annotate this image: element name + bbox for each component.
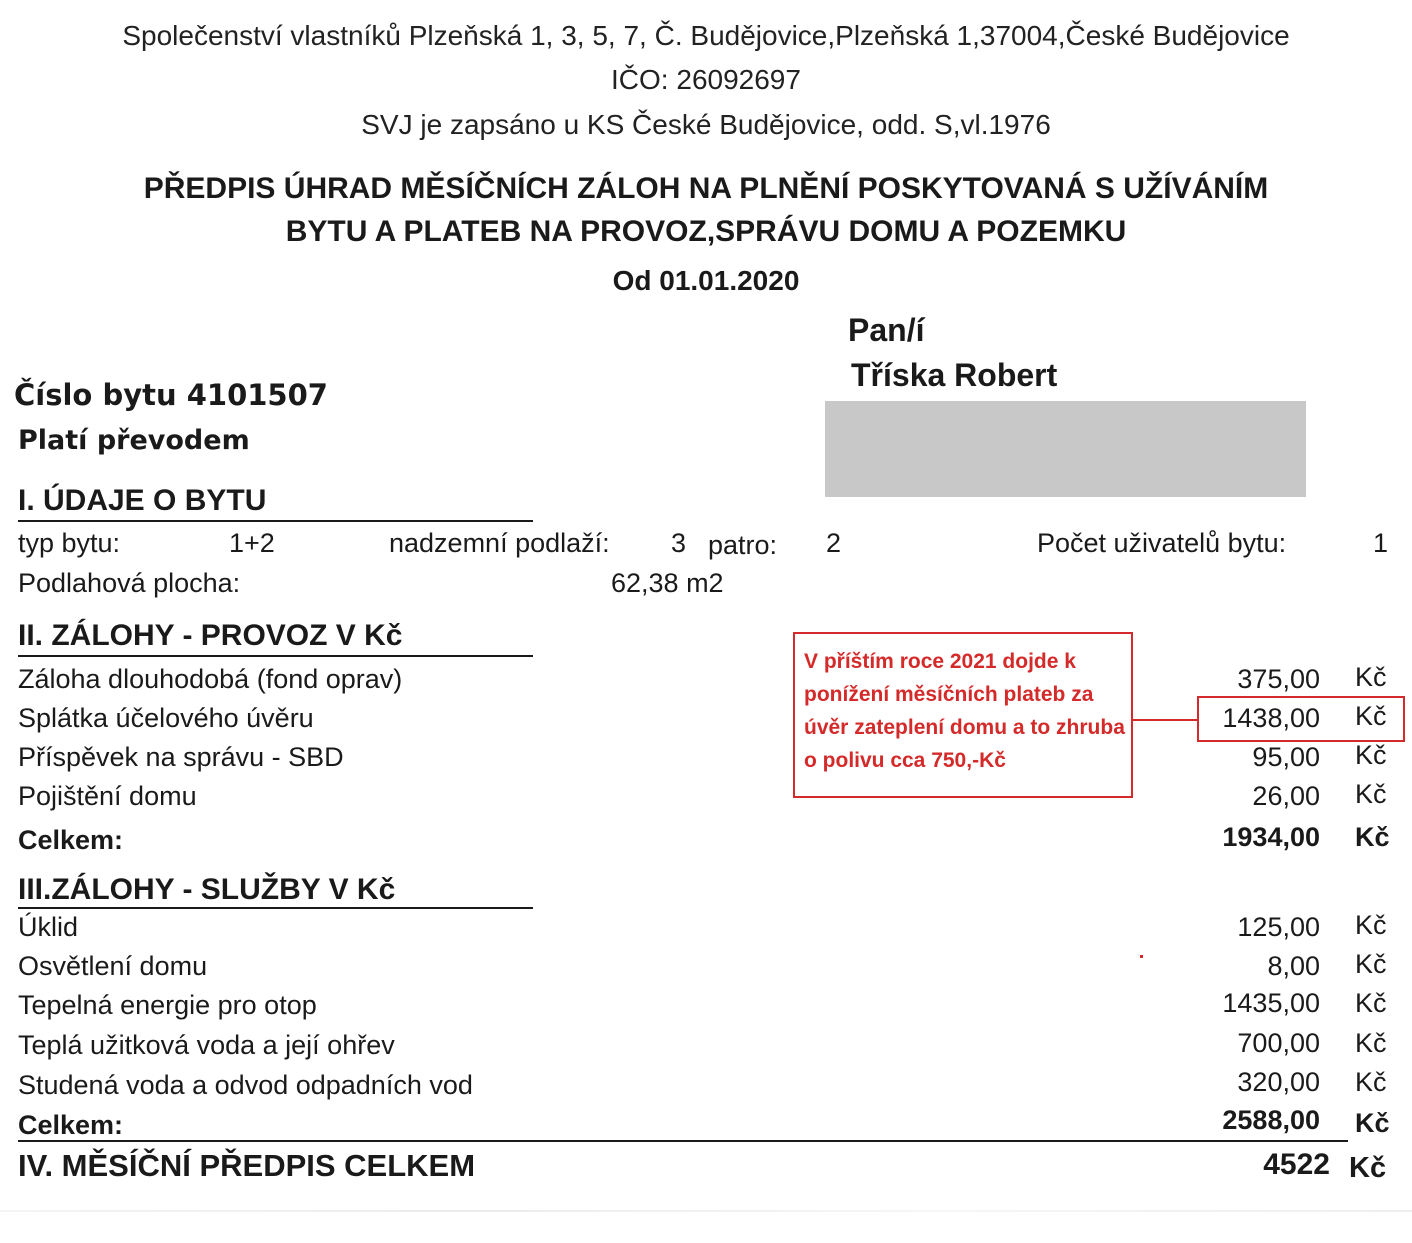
section4-heading: IV. MĚSÍČNÍ PŘEDPIS CELKEM bbox=[18, 1148, 476, 1183]
section3-item-amount: 8,00 bbox=[1267, 951, 1320, 981]
section2-total-currency: Kč bbox=[1355, 822, 1390, 852]
users-value: 1 bbox=[1373, 528, 1389, 558]
effective-date: Od 01.01.2020 bbox=[612, 265, 800, 296]
scan-edge bbox=[0, 1210, 1412, 1212]
section2-item-label: Příspěvek na správu - SBD bbox=[18, 742, 344, 772]
section3-heading: III.ZÁLOHY - SLUŽBY V Kč bbox=[18, 873, 396, 906]
section3-item-label: Tepelná energie pro otop bbox=[18, 990, 317, 1020]
floors-label: nadzemní podlaží: bbox=[389, 528, 610, 558]
section3-item-label: Studená voda a odvod odpadních vod bbox=[18, 1070, 473, 1100]
monthly-total-currency: Kč bbox=[1349, 1152, 1387, 1184]
section2-item-currency: Kč bbox=[1355, 779, 1387, 809]
company-id: IČO: 26092697 bbox=[611, 64, 801, 95]
section2-item-currency: Kč bbox=[1355, 701, 1387, 731]
area-value: 62,38 m2 bbox=[611, 568, 724, 598]
section3-total-amount: 2588,00 bbox=[1222, 1105, 1320, 1135]
association-name: Společenství vlastníků Plzeňská 1, 3, 5, 7, Č. Budějovice,Plzeňská 1,37004,České Budějovice bbox=[122, 20, 1290, 51]
registration-info: SVJ je zapsáno u KS České Budějovice, odd. S,vl.1976 bbox=[361, 109, 1051, 140]
section3-item-currency: Kč bbox=[1355, 949, 1387, 979]
floors-value: 3 bbox=[671, 528, 687, 558]
section3-total-line bbox=[18, 1140, 1348, 1142]
section3-item-amount: 1435,00 bbox=[1222, 988, 1320, 1018]
area-label: Podlahová plocha: bbox=[18, 568, 241, 598]
flat-type-label: typ bytu: bbox=[18, 528, 121, 558]
section2-item-amount: 1438,00 bbox=[1222, 703, 1320, 733]
section3-item-label: Teplá užitková voda a její ohřev bbox=[18, 1030, 395, 1060]
section2-item-currency: Kč bbox=[1355, 662, 1387, 692]
monthly-total-amount: 4522 bbox=[1263, 1148, 1330, 1181]
section2-item-label: Záloha dlouhodobá (fond oprav) bbox=[18, 664, 403, 694]
stray-mark bbox=[1140, 955, 1143, 958]
document-title-line1: PŘEDPIS ÚHRAD MĚSÍČNÍCH ZÁLOH NA PLNĚNÍ POSKYTOVANÁ S UŽÍVÁNÍM bbox=[143, 172, 1269, 205]
redacted-address bbox=[825, 401, 1306, 497]
section2-item-label: Splátka účelového úvěru bbox=[18, 703, 314, 733]
section2-item-amount: 375,00 bbox=[1237, 664, 1320, 694]
payment-method: Platí převodem bbox=[18, 425, 250, 456]
section3-item-label: Úklid bbox=[18, 912, 79, 942]
floor-value: 2 bbox=[826, 528, 842, 558]
section3-item-amount: 700,00 bbox=[1237, 1028, 1320, 1058]
section1-heading: I. ÚDAJE O BYTU bbox=[18, 484, 267, 517]
users-label: Počet uživatelů bytu: bbox=[1037, 528, 1287, 558]
section3-item-amount: 125,00 bbox=[1237, 912, 1320, 942]
section2-item-amount: 26,00 bbox=[1252, 781, 1320, 811]
section3-item-currency: Kč bbox=[1355, 910, 1387, 940]
section2-item-amount: 95,00 bbox=[1252, 742, 1320, 772]
section2-total-amount: 1934,00 bbox=[1222, 822, 1320, 852]
section3-item-label: Osvětlení domu bbox=[18, 951, 208, 981]
annotation-connector bbox=[1133, 719, 1197, 721]
annotation-note: V příštím roce 2021 dojde k ponížení měsíčních plateb za úvěr zateplení domu a to zhruba o polivu cca 750,-Kč bbox=[804, 650, 1125, 772]
highlight-loan-amount bbox=[1197, 696, 1405, 742]
section3-item-currency: Kč bbox=[1355, 1028, 1387, 1058]
section3-item-currency: Kč bbox=[1355, 988, 1387, 1018]
section1-underline bbox=[18, 520, 533, 522]
floor-label: patro: bbox=[708, 530, 778, 560]
section3-item-currency: Kč bbox=[1355, 1067, 1387, 1097]
flat-number: Číslo bytu 4101507 bbox=[14, 378, 328, 412]
section2-item-label: Pojištění domu bbox=[18, 781, 197, 811]
section3-item-amount: 320,00 bbox=[1237, 1067, 1320, 1097]
section2-total-label: Celkem: bbox=[18, 825, 124, 855]
recipient-name: Tříska Robert bbox=[851, 357, 1058, 393]
section3-total-currency: Kč bbox=[1355, 1108, 1390, 1138]
recipient-salutation: Pan/í bbox=[848, 312, 925, 348]
flat-type-value: 1+2 bbox=[229, 528, 275, 558]
section2-heading: II. ZÁLOHY - PROVOZ V Kč bbox=[18, 619, 403, 652]
document-title-line2: BYTU A PLATEB NA PROVOZ,SPRÁVU DOMU A POZEMKU bbox=[285, 215, 1127, 248]
section3-total-label: Celkem: bbox=[18, 1110, 124, 1140]
section2-item-currency: Kč bbox=[1355, 740, 1387, 770]
section2-underline bbox=[18, 655, 533, 657]
section3-underline bbox=[18, 907, 533, 909]
